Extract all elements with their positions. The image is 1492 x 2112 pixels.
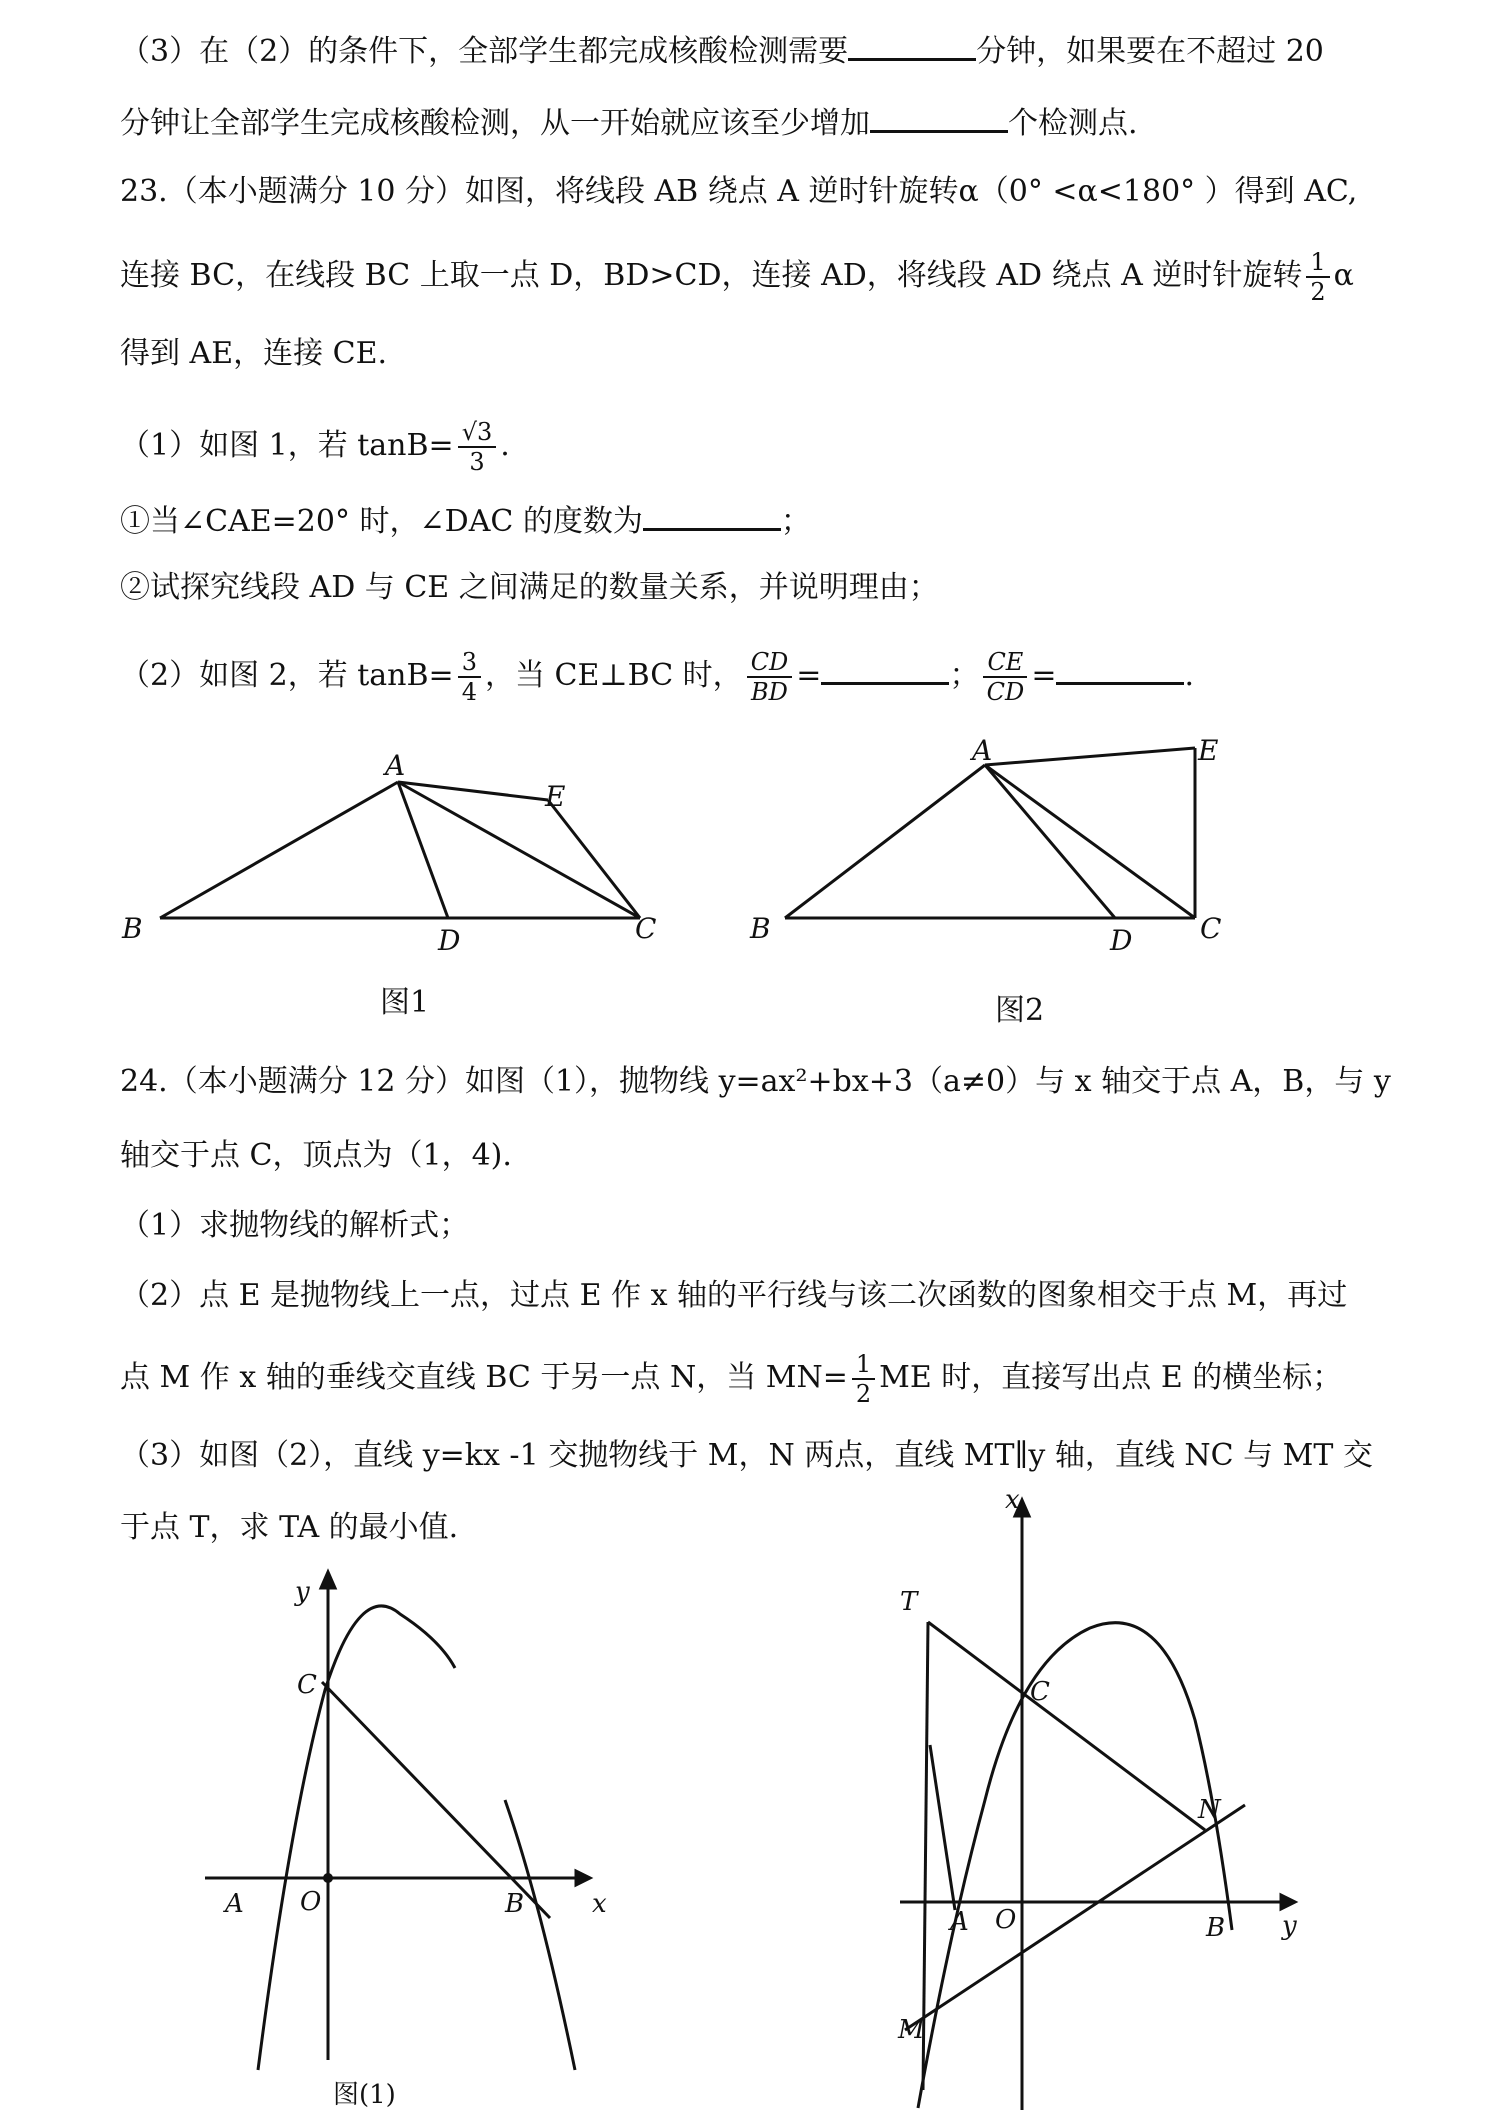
label-c: C xyxy=(297,1670,317,1700)
label-m: M xyxy=(898,2015,925,2045)
horizontal-axis-arrow-icon xyxy=(1281,1895,1295,1909)
q23-stem-line3: 得到 AE，连接 CE. xyxy=(120,336,388,371)
label-y: y xyxy=(295,1577,310,1607)
label-x: x xyxy=(592,1889,607,1919)
q24-stem-line2: 轴交于点 C，顶点为（1，4). xyxy=(120,1138,512,1173)
label-b: B xyxy=(505,1889,525,1919)
q22-part3-text-a: （3）在（2）的条件下，全部学生都完成核酸检测需要 xyxy=(120,34,849,69)
line-tn xyxy=(928,1622,1205,1830)
fraction-ce-over-cd: $\frac{CE}{CD}$ xyxy=(983,648,1027,706)
q24-part2-line2: 点 M 作 x 轴的垂线交直线 BC 于另一点 N，当 MN= $\frac{1}{2}$ ME 时，直接写出点 E 的横坐标； xyxy=(120,1350,1343,1408)
fraction-3-over-4: $\frac{3}{4}$ xyxy=(458,648,481,706)
q23-part1-condition: （1）如图 1，若 tanB= $\frac{√3}{3}$ . xyxy=(120,418,510,476)
label-x: x xyxy=(1005,1485,1020,1515)
label-b: B xyxy=(750,912,771,945)
q23-part2: （2）如图 2，若 tanB= $\frac{3}{4}$ ，当 CE⊥BC 时， $\frac{CD}{BD}$ = ； $\frac{CE}{CD}$ = . xyxy=(120,648,1195,706)
label-a: A xyxy=(385,749,406,782)
q24-part3-line1: （3）如图（2），直线 y=kx -1 交抛物线于 M，N 两点，直线 MT∥y 轴，直线 NC 与 MT 交 xyxy=(120,1438,1373,1473)
label-a: A xyxy=(950,1907,969,1937)
q22-part3-text-c: 分钟让全部学生完成核酸检测，从一开始就应该至少增加 xyxy=(120,106,870,141)
label-e: E xyxy=(545,780,566,813)
q23-stem-line1: 23.（本小题满分 10 分）如图，将线段 AB 绕点 A 逆时针旋转α（0° <α<180° ）得到 AC, xyxy=(120,174,1358,209)
q22-part3-text-d: 个检测点. xyxy=(1008,106,1138,141)
q24-part1: （1）求抛物线的解析式； xyxy=(120,1208,470,1243)
fraction-half: $\frac{1}{2}$ xyxy=(1306,248,1329,306)
q24-stem-line1: 24.（本小题满分 12 分）如图（1），抛物线 y=ax²+bx+3（a≠0）与 x 轴交于点 A，B，与 y xyxy=(120,1064,1391,1099)
label-c: C xyxy=(1030,1677,1050,1707)
q23-stem-line2: 连接 BC，在线段 BC 上取一点 D，BD>CD，连接 AD，将线段 AD 绕点 A 逆时针旋转 $\frac{1}{2}$ α xyxy=(120,248,1354,306)
label-o: O xyxy=(995,1905,1017,1935)
label-a: A xyxy=(972,734,993,767)
parabola xyxy=(918,1623,1232,2108)
q23-stem-text: 连接 BC，在线段 BC 上取一点 D，BD>CD，连接 AD，将线段 AD 绕点 A 逆时针旋转 xyxy=(120,258,1303,293)
label-b: B xyxy=(1206,1913,1226,1943)
label-d: D xyxy=(1110,924,1133,957)
label-b: B xyxy=(122,912,143,945)
label-o: O xyxy=(300,1887,322,1917)
label-n: N xyxy=(1198,1795,1221,1825)
label-e: E xyxy=(1198,734,1219,767)
figure-caption: 图(1) xyxy=(333,2080,396,2110)
q22-part3-text-b: 分钟，如果要在不超过 20 xyxy=(976,34,1324,69)
fraction-half: $\frac{1}{2}$ xyxy=(852,1350,875,1408)
fraction-sqrt3-over-3: $\frac{√3}{3}$ xyxy=(458,418,497,476)
q24-part2-line1: （2）点 E 是抛物线上一点，过点 E 作 x 轴的平行线与该二次函数的图象相交于点 M，再过 xyxy=(120,1278,1348,1313)
label-t: T xyxy=(900,1587,918,1617)
label-a: A xyxy=(225,1889,244,1919)
q23-part1-question1: ①当∠CAE=20° 时，∠DAC 的度数为 ； xyxy=(120,498,811,542)
label-y: y xyxy=(1282,1911,1297,1941)
label-d: D xyxy=(438,924,461,957)
figure-caption: 图2 xyxy=(995,993,1045,1028)
label-c: C xyxy=(1200,912,1222,945)
figure-caption: 图1 xyxy=(380,985,430,1020)
label-c: C xyxy=(635,912,657,945)
segment-ta-partial xyxy=(930,1745,955,1910)
fraction-cd-over-bd: $\frac{CD}{BD}$ xyxy=(747,648,793,706)
q24-part3-line2: 于点 T，求 TA 的最小值. xyxy=(120,1510,459,1545)
q23-part1-question2: ②试探究线段 AD 与 CE 之间满足的数量关系，并说明理由； xyxy=(120,570,939,605)
